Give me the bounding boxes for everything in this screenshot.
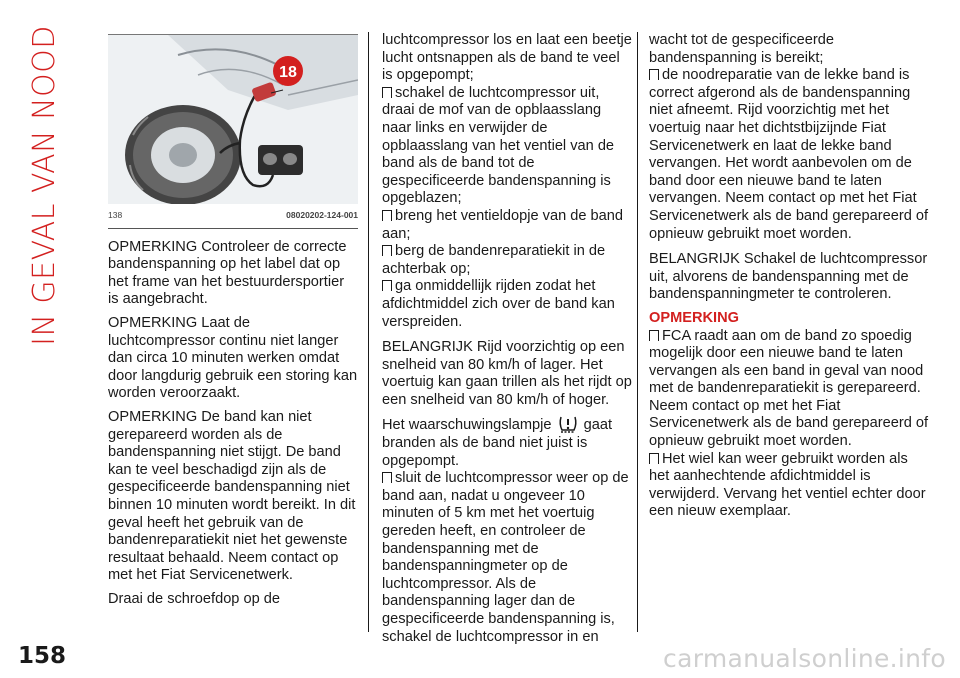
important-paragraph: BELANGRIJK Schakel de luchtcompressor uit, alvorens de bandenspanning met de bandenspanningmeter te controleren.: [649, 251, 928, 303]
list-item-text: Het wiel kan weer gebruikt worden als het aanhechtende afdichtmiddel is verwijderd. Vervang het ventiel echter door een nieuw exemplaar.: [649, 450, 926, 520]
watermark: carmanualsonline.info: [663, 644, 946, 673]
tire-pressure-warning-icon: [558, 415, 578, 433]
list-item-text: schakel de luchtcompressor uit, draai de mof van de opblaasslang naar links en verwijder de opblaasslang van het ventiel van de band als de band tot de gespecificeerde bandenspanning is opgeblazen;: [382, 84, 615, 207]
section-title: [14, 24, 74, 346]
bullet-icon: [649, 453, 659, 464]
section-title-text: IN GEVAL VAN NOOD: [26, 24, 62, 346]
bullet-icon: [649, 330, 659, 341]
list-item: [382, 278, 632, 331]
figure-caption: [108, 204, 358, 229]
bullet-icon: [382, 210, 392, 221]
warning-text-before: Het waarschuwingslampje: [382, 417, 552, 434]
column-2: [382, 32, 632, 646]
page-number: 158: [18, 643, 67, 669]
list-item: [649, 328, 930, 451]
list-item: [382, 208, 632, 243]
figure-number: 138: [108, 210, 123, 220]
bullet-icon: [382, 87, 392, 98]
tire-compressor-illustration: [108, 34, 358, 204]
note-paragraph: OPMERKING Laat de luchtcompressor continu niet langer dan circa 10 minuten werken omdat door langdurig gebruik een storing kan worden veroorzaakt.: [108, 314, 358, 402]
list-item: [649, 67, 930, 243]
list-item: [382, 243, 632, 278]
list-item-text: sluit de luchtcompressor weer op de band aan, nadat u ongeveer 10 minuten of 5 km met het voertuig gereden heeft, en controleer de bandenspanning met de bandenspanningmeter op de luchtcompressor. Als de bandenspanning lager dan de gespecificeerde bandenspanning is, schakel de luchtcompressor in en: [382, 470, 629, 645]
list-item-text: ga onmiddellijk rijden zodat het afdichtmiddel zich over de band kan verspreiden.: [382, 278, 615, 330]
body-paragraph: Draai de schroefdop op de: [108, 590, 280, 607]
body-paragraph: luchtcompressor los en laat een beetje lucht ontsnappen als de band te veel is opgepompt;: [382, 32, 632, 84]
list-item: [382, 470, 632, 646]
list-item-text: de noodreparatie van de lekke band is correct afgerond als de bandenspanning niet afneemt. Rijd voorzichtig met het voertuig naar het dichtstbijzijnde Fiat Servicenetwerk en laat de lekke band vervangen. Het wordt aanbevolen om de band door een nieuwe band te laten vervangen. Neem contact op met het Fiat Servicenetwerk als de band gerepareerd of opnieuw gebruikt moet worden.: [649, 67, 929, 242]
bullet-icon: [382, 280, 392, 291]
important-paragraph: BELANGRIJK Rijd voorzichtig op een snelheid van 80 km/h of lager. Het voertuig kan gaan trillen als het rijdt op een snelheid van 80 km/h of hoger.: [382, 339, 632, 408]
bullet-icon: [382, 245, 392, 256]
column-divider: [637, 32, 638, 632]
note-paragraph: OPMERKING De band kan niet gerepareerd worden als de bandenspanning niet stijgt. De band kan te veel beschadigd zijn als de gespecificeerde bandenspanning niet binnen 10 minuten wordt bereikt. In dit geval heeft het gebruik van de bandenreparatiekit niet het gewenste resultaat behaald. Neem contact op met het Fiat Servicenetwerk.: [108, 408, 356, 584]
body-paragraph: wacht tot de gespecificeerde bandenspanning is bereikt;: [649, 32, 834, 66]
figure-drawing: [108, 35, 358, 204]
column-divider: [368, 32, 369, 632]
callout-number: 18: [279, 64, 297, 81]
body-paragraph: [382, 415, 632, 470]
list-item-text: berg de bandenreparatiekit in de achterbak op;: [382, 243, 606, 277]
note-heading: OPMERKING: [649, 309, 739, 326]
figure-code: 08020202-124-001: [286, 210, 358, 220]
list-item: [649, 451, 930, 521]
column-3: [649, 32, 930, 521]
list-item-text: breng het ventieldopje van de band aan;: [382, 207, 624, 242]
note-paragraph: OPMERKING Controleer de correcte bandenspanning op het label dat op het frame van het bestuurdersportier is aangebracht.: [108, 238, 347, 308]
list-item: [382, 85, 632, 208]
column-1: [108, 34, 358, 614]
bullet-icon: [649, 69, 659, 80]
list-item-text: FCA raadt aan om de band zo spoedig mogelijk door een nieuwe band te laten vervangen als een band in geval van nood met de bandenreparatiekit is gerepareerd. Neem contact op met het Fiat Servicenetwerk als de band gerepareerd of opnieuw gebruikt moet worden.: [649, 327, 929, 450]
warning-text-after: gaat branden als de band niet juist is opgepompt.: [382, 417, 613, 469]
bullet-icon: [382, 472, 392, 483]
